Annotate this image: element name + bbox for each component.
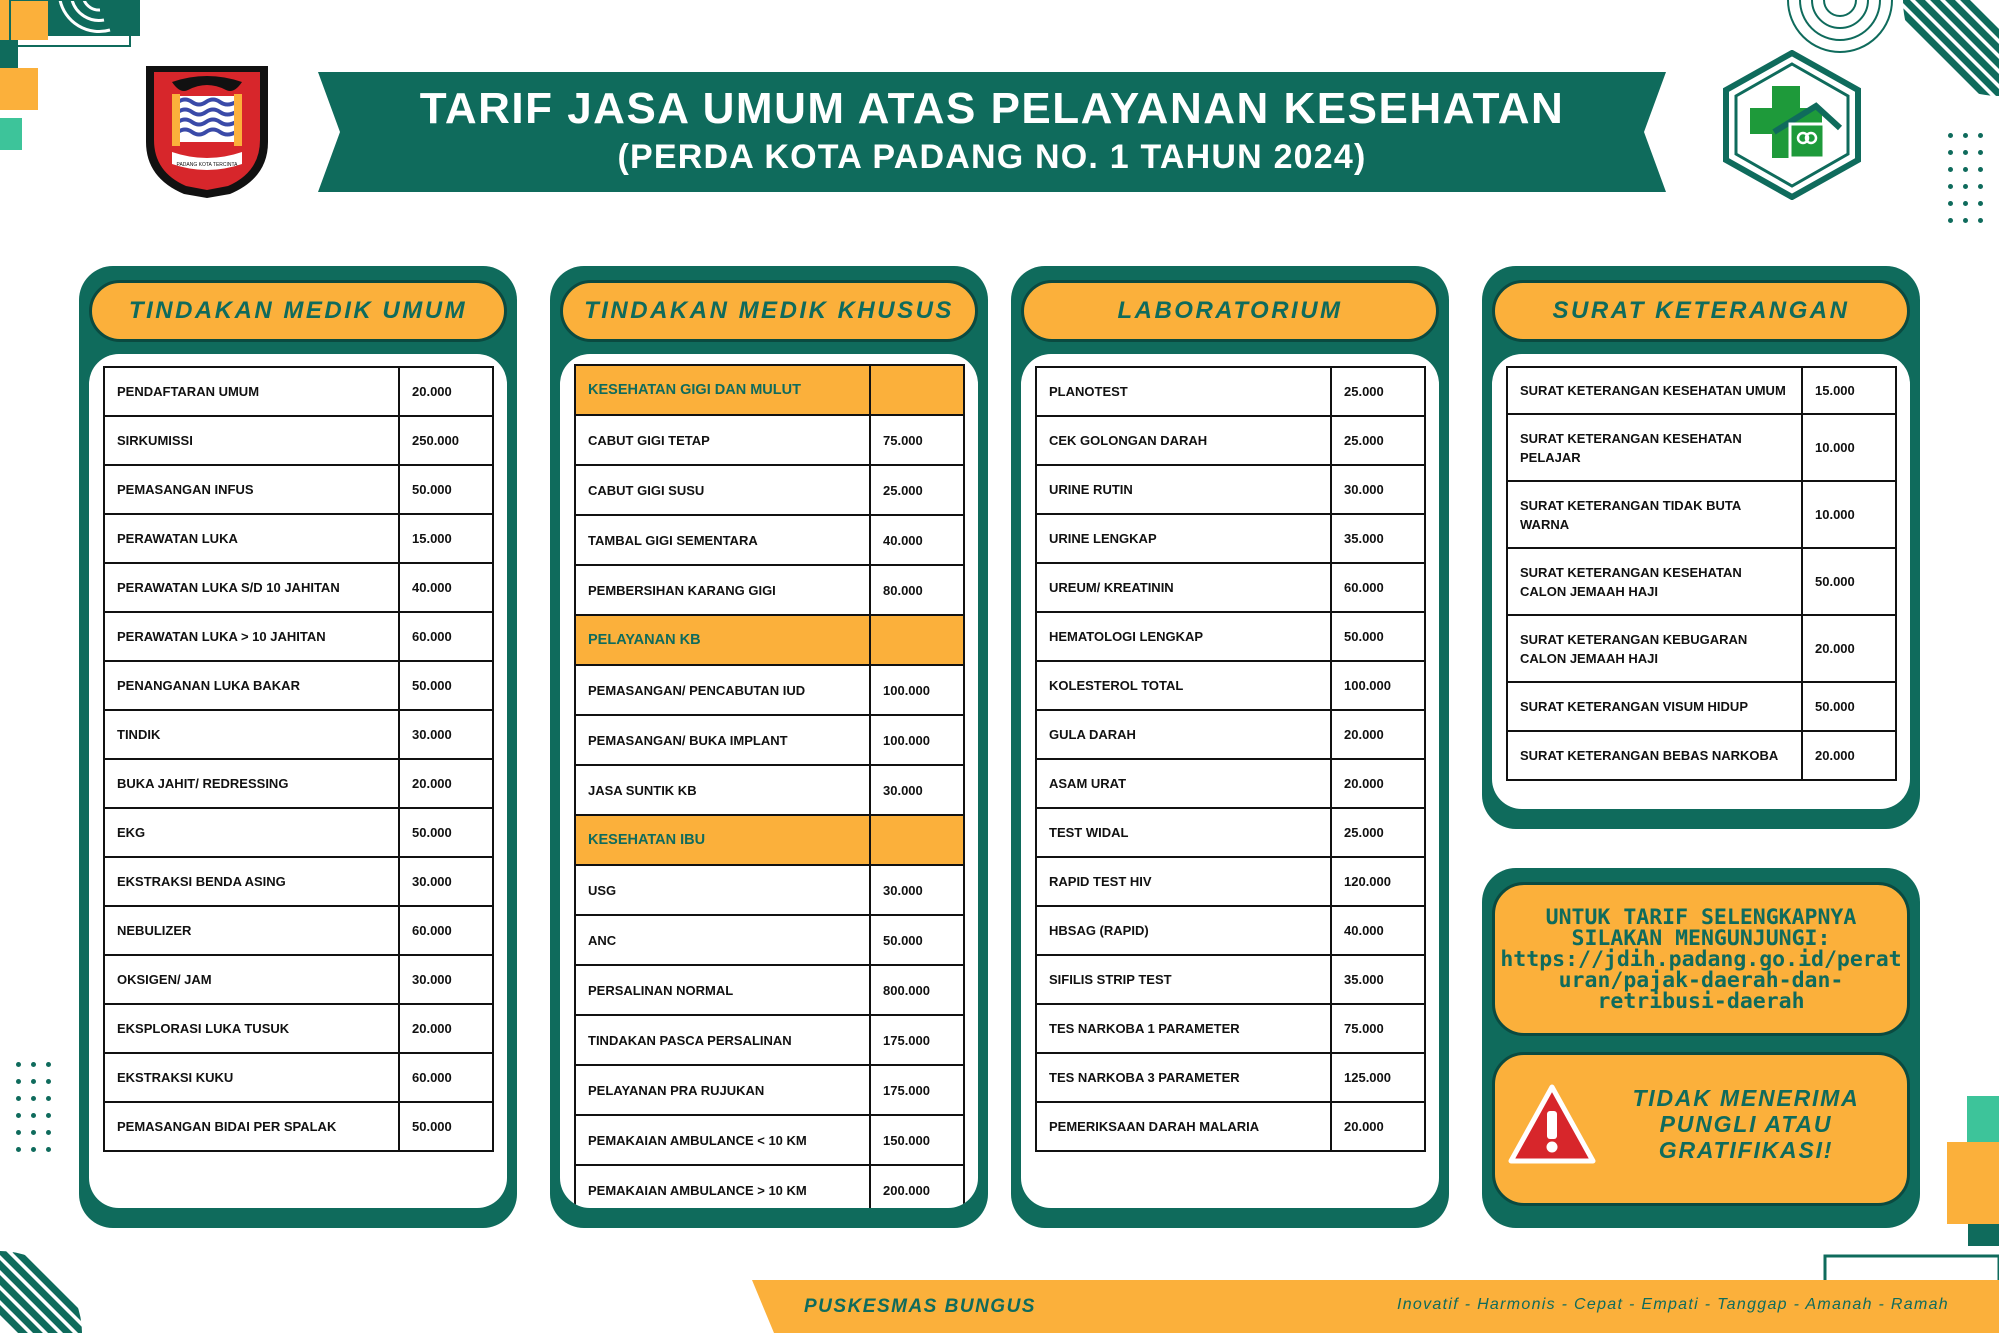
service-name: CEK GOLONGAN DARAH <box>1036 416 1331 465</box>
bottom-left-decoration <box>0 1250 90 1333</box>
service-price: 60.000 <box>399 906 493 955</box>
service-price: 20.000 <box>399 759 493 808</box>
title-banner <box>318 72 1666 192</box>
warning-line: GRATIFIKASI! <box>1658 1137 1834 1163</box>
table-row <box>575 865 964 915</box>
table-row <box>1036 710 1425 759</box>
service-price: 10.000 <box>1802 414 1896 481</box>
panel-header <box>560 280 978 342</box>
panel-surat-keterangan <box>1482 266 1920 829</box>
service-price: 35.000 <box>1331 955 1425 1004</box>
service-name: PERAWATAN LUKA <box>104 514 399 563</box>
service-price: 50.000 <box>1802 548 1896 615</box>
footer-motto: Inovatif - Harmonis - Cepat - Empati - Tanggap - Amanah - Ramah <box>1396 1296 1949 1313</box>
service-name: TES NARKOBA 3 PARAMETER <box>1036 1053 1331 1102</box>
service-name: HEMATOLOGI LENGKAP <box>1036 612 1331 661</box>
warning-line: TIDAK MENERIMA <box>1632 1085 1860 1111</box>
service-price: 80.000 <box>870 565 964 615</box>
website-link[interactable]: https://jdih.padang.go.id/perat <box>1500 947 1902 972</box>
service-name: SURAT KETERANGAN KESEHATAN UMUM <box>1507 367 1802 414</box>
table-row <box>104 808 493 857</box>
table-row <box>575 1115 964 1165</box>
service-price: 250.000 <box>399 416 493 465</box>
service-price: 60.000 <box>399 1053 493 1102</box>
table-row <box>575 965 964 1015</box>
table-row <box>1507 367 1896 414</box>
table-row <box>1036 955 1425 1004</box>
panel-title: LABORATORIUM <box>1117 297 1343 324</box>
service-price: 40.000 <box>870 515 964 565</box>
panel-title: TINDAKAN MEDIK KHUSUS <box>584 297 954 324</box>
panel-body <box>1492 354 1910 809</box>
service-price: 50.000 <box>399 465 493 514</box>
service-name: SURAT KETERANGAN KEBUGARAN CALON JEMAAH HAJI <box>1507 615 1802 682</box>
service-price: 50.000 <box>399 808 493 857</box>
service-price: 175.000 <box>870 1015 964 1065</box>
table-row <box>1036 563 1425 612</box>
service-name: CABUT GIGI SUSU <box>575 465 870 515</box>
service-price: 20.000 <box>1331 710 1425 759</box>
service-price: 20.000 <box>1802 731 1896 780</box>
service-name: TINDAKAN PASCA PERSALINAN <box>575 1015 870 1065</box>
footer-organization: PUSKESMAS BUNGUS <box>804 1296 1036 1317</box>
service-name: PENANGANAN LUKA BAKAR <box>104 661 399 710</box>
service-name: PERAWATAN LUKA > 10 JAHITAN <box>104 612 399 661</box>
category-row <box>575 615 964 665</box>
table-row <box>1036 514 1425 563</box>
tariff-table <box>1506 366 1897 781</box>
service-price: 150.000 <box>870 1115 964 1165</box>
website-link[interactable]: uran/pajak-daerah-dan- <box>1558 968 1844 993</box>
service-price: 125.000 <box>1331 1053 1425 1102</box>
info-panel <box>1482 868 1920 1228</box>
table-row <box>104 906 493 955</box>
table-row <box>104 1004 493 1053</box>
service-price: 10.000 <box>1802 481 1896 548</box>
service-name: GULA DARAH <box>1036 710 1331 759</box>
warning-triangle-icon <box>1507 1083 1597 1165</box>
table-row <box>575 1015 964 1065</box>
service-name: CABUT GIGI TETAP <box>575 415 870 465</box>
table-row <box>104 612 493 661</box>
service-price: 60.000 <box>1331 563 1425 612</box>
footer-bar <box>752 1280 1999 1333</box>
service-price: 40.000 <box>1331 906 1425 955</box>
kota-padang-logo <box>142 60 272 200</box>
service-price: 100.000 <box>870 665 964 715</box>
tariff-table <box>103 366 494 1152</box>
service-price: 30.000 <box>1331 465 1425 514</box>
service-name: KOLESTEROL TOTAL <box>1036 661 1331 710</box>
service-name: RAPID TEST HIV <box>1036 857 1331 906</box>
table-row <box>1036 808 1425 857</box>
service-name: ASAM URAT <box>1036 759 1331 808</box>
service-price: 30.000 <box>870 765 964 815</box>
service-name: HBSAG (RAPID) <box>1036 906 1331 955</box>
table-row <box>575 715 964 765</box>
panel-body <box>1021 354 1439 1208</box>
service-name: TES NARKOBA 1 PARAMETER <box>1036 1004 1331 1053</box>
service-name: SURAT KETERANGAN TIDAK BUTA WARNA <box>1507 481 1802 548</box>
service-name: SURAT KETERANGAN BEBAS NARKOBA <box>1507 731 1802 780</box>
service-price: 20.000 <box>399 367 493 416</box>
website-info-text <box>1495 907 1907 1012</box>
service-name: PENDAFTARAN UMUM <box>104 367 399 416</box>
service-price: 50.000 <box>399 1102 493 1151</box>
service-name: PELAYANAN PRA RUJUKAN <box>575 1065 870 1115</box>
service-name: PEMBERSIHAN KARANG GIGI <box>575 565 870 615</box>
service-name: NEBULIZER <box>104 906 399 955</box>
table-row <box>1507 615 1896 682</box>
service-price: 20.000 <box>399 1004 493 1053</box>
table-row <box>1036 416 1425 465</box>
info-line: UNTUK TARIF SELENGKAPNYA <box>1545 905 1857 930</box>
panel-body <box>560 354 978 1208</box>
warning-box <box>1492 1052 1910 1206</box>
table-row <box>1036 661 1425 710</box>
panel-laboratorium <box>1011 266 1449 1228</box>
service-price: 50.000 <box>870 915 964 965</box>
category-row <box>575 365 964 415</box>
table-row <box>1507 548 1896 615</box>
warning-line: PUNGLI ATAU <box>1659 1111 1833 1137</box>
table-row <box>1507 731 1896 780</box>
service-name: ANC <box>575 915 870 965</box>
dot-grid-left <box>16 1062 51 1152</box>
table-row <box>1507 682 1896 731</box>
service-name: SURAT KETERANGAN KESEHATAN CALON JEMAAH HAJI <box>1507 548 1802 615</box>
table-row <box>575 665 964 715</box>
category-price <box>870 365 964 415</box>
service-price: 50.000 <box>1802 682 1896 731</box>
table-row <box>104 661 493 710</box>
service-price: 60.000 <box>399 612 493 661</box>
service-price: 20.000 <box>1802 615 1896 682</box>
category-name: KESEHATAN IBU <box>575 815 870 865</box>
svg-text:PADANG KOTA TERCINTA: PADANG KOTA TERCINTA <box>176 162 238 168</box>
service-price: 200.000 <box>870 1165 964 1208</box>
panel-tindakan-medik-khusus <box>550 266 988 1228</box>
service-name: PERAWATAN LUKA S/D 10 JAHITAN <box>104 563 399 612</box>
table-row <box>104 759 493 808</box>
table-row <box>104 367 493 416</box>
service-price: 75.000 <box>870 415 964 465</box>
service-name: EKG <box>104 808 399 857</box>
puskesmas-logo <box>1720 50 1864 200</box>
table-row <box>104 563 493 612</box>
table-row <box>1036 465 1425 514</box>
tariff-table <box>574 364 965 1208</box>
top-left-decoration <box>0 0 150 160</box>
table-row <box>1036 367 1425 416</box>
table-row <box>575 765 964 815</box>
tariff-table <box>1035 366 1426 1152</box>
service-name: PEMAKAIAN AMBULANCE > 10 KM <box>575 1165 870 1208</box>
table-row <box>1036 857 1425 906</box>
service-name: PEMAKAIAN AMBULANCE < 10 KM <box>575 1115 870 1165</box>
table-row <box>104 710 493 759</box>
table-row <box>104 1053 493 1102</box>
service-name: PEMASANGAN INFUS <box>104 465 399 514</box>
service-price: 25.000 <box>1331 367 1425 416</box>
table-row <box>575 515 964 565</box>
service-price: 15.000 <box>1802 367 1896 414</box>
website-info-box <box>1492 882 1910 1036</box>
service-name: TEST WIDAL <box>1036 808 1331 857</box>
service-price: 100.000 <box>1331 661 1425 710</box>
service-price: 30.000 <box>399 857 493 906</box>
service-price: 25.000 <box>870 465 964 515</box>
table-row <box>1507 481 1896 548</box>
service-price: 75.000 <box>1331 1004 1425 1053</box>
service-price: 25.000 <box>1331 416 1425 465</box>
category-row <box>575 815 964 865</box>
table-row <box>575 1065 964 1115</box>
table-row <box>104 514 493 563</box>
service-name: PERSALINAN NORMAL <box>575 965 870 1015</box>
website-link[interactable]: retribusi-daerah <box>1597 989 1805 1014</box>
service-name: USG <box>575 865 870 915</box>
table-row <box>1036 1053 1425 1102</box>
page-title: TARIF JASA UMUM ATAS PELAYANAN KESEHATAN <box>419 84 1565 133</box>
service-price: 100.000 <box>870 715 964 765</box>
table-row <box>575 565 964 615</box>
category-price <box>870 815 964 865</box>
service-name: URINE LENGKAP <box>1036 514 1331 563</box>
service-name: PEMERIKSAAN DARAH MALARIA <box>1036 1102 1331 1151</box>
service-price: 50.000 <box>1331 612 1425 661</box>
table-row <box>104 1102 493 1151</box>
warning-text <box>1605 1085 1887 1163</box>
service-price: 50.000 <box>399 661 493 710</box>
service-price: 30.000 <box>399 955 493 1004</box>
service-price: 40.000 <box>399 563 493 612</box>
info-line: SILAKAN MENGUNJUNGI: <box>1571 926 1831 951</box>
service-price: 15.000 <box>399 514 493 563</box>
service-name: EKSPLORASI LUKA TUSUK <box>104 1004 399 1053</box>
service-name: JASA SUNTIK KB <box>575 765 870 815</box>
service-price: 20.000 <box>1331 1102 1425 1151</box>
panel-header <box>1021 280 1439 342</box>
service-name: SURAT KETERANGAN KESEHATAN PELAJAR <box>1507 414 1802 481</box>
category-name: PELAYANAN KB <box>575 615 870 665</box>
panel-tindakan-medik-umum <box>79 266 517 1228</box>
service-name: TAMBAL GIGI SEMENTARA <box>575 515 870 565</box>
service-name: SURAT KETERANGAN VISUM HIDUP <box>1507 682 1802 731</box>
table-row <box>1036 1004 1425 1053</box>
service-name: PEMASANGAN BIDAI PER SPALAK <box>104 1102 399 1151</box>
dot-grid-right <box>1948 133 1983 223</box>
table-row <box>1507 414 1896 481</box>
panel-header <box>1492 280 1910 342</box>
service-price: 175.000 <box>870 1065 964 1115</box>
service-price: 30.000 <box>399 710 493 759</box>
service-name: SIRKUMISSI <box>104 416 399 465</box>
table-row <box>1036 612 1425 661</box>
table-row <box>1036 906 1425 955</box>
panel-title: SURAT KETERANGAN <box>1552 297 1850 324</box>
table-row <box>575 915 964 965</box>
table-row <box>575 465 964 515</box>
table-row <box>104 955 493 1004</box>
table-row <box>575 1165 964 1208</box>
service-name: OKSIGEN/ JAM <box>104 955 399 1004</box>
service-name: TINDIK <box>104 710 399 759</box>
page-subtitle: (PERDA KOTA PADANG NO. 1 TAHUN 2024) <box>617 138 1367 176</box>
service-name: BUKA JAHIT/ REDRESSING <box>104 759 399 808</box>
table-row <box>104 857 493 906</box>
table-row <box>575 415 964 465</box>
service-name: PEMASANGAN/ BUKA IMPLANT <box>575 715 870 765</box>
service-name: EKSTRAKSI BENDA ASING <box>104 857 399 906</box>
service-price: 20.000 <box>1331 759 1425 808</box>
table-row <box>1036 759 1425 808</box>
service-price: 35.000 <box>1331 514 1425 563</box>
service-price: 25.000 <box>1331 808 1425 857</box>
panel-header <box>89 280 507 342</box>
service-name: PLANOTEST <box>1036 367 1331 416</box>
service-name: SIFILIS STRIP TEST <box>1036 955 1331 1004</box>
category-name: KESEHATAN GIGI DAN MULUT <box>575 365 870 415</box>
service-price: 800.000 <box>870 965 964 1015</box>
panel-title: TINDAKAN MEDIK UMUM <box>128 297 468 324</box>
category-price <box>870 615 964 665</box>
table-row <box>1036 1102 1425 1151</box>
service-name: UREUM/ KREATININ <box>1036 563 1331 612</box>
panel-body <box>89 354 507 1208</box>
table-row <box>104 465 493 514</box>
service-name: EKSTRAKSI KUKU <box>104 1053 399 1102</box>
service-name: URINE RUTIN <box>1036 465 1331 514</box>
service-name: PEMASANGAN/ PENCABUTAN IUD <box>575 665 870 715</box>
table-row <box>104 416 493 465</box>
service-price: 120.000 <box>1331 857 1425 906</box>
service-price: 30.000 <box>870 865 964 915</box>
